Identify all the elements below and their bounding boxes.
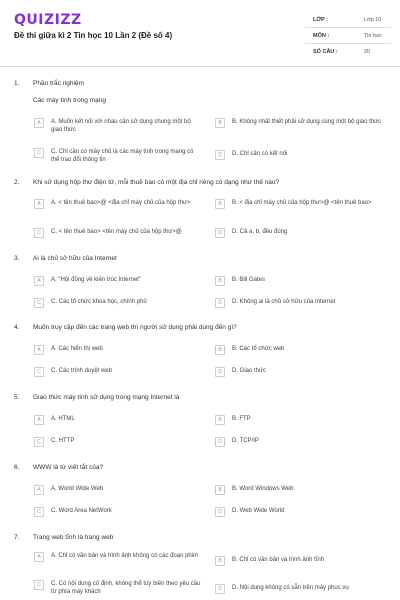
info-value: Tin học xyxy=(364,33,382,39)
option-letter-box: D xyxy=(215,367,225,377)
option-letter-box: C xyxy=(34,507,44,517)
quizizz-logo: QUIZIZZ xyxy=(14,12,82,28)
question-number: 4. xyxy=(14,324,20,331)
header-divider xyxy=(0,66,400,67)
question-text: Trang web tĩnh là trang web xyxy=(33,534,114,541)
option-letter-box: B xyxy=(215,485,225,495)
option-text: C. Các tổ chức khoa học, chính phủ xyxy=(51,299,147,305)
option-letter-box: C xyxy=(34,580,44,590)
option-text: A. "Hội đồng về kiến trúc Internet" xyxy=(51,277,141,283)
info-row-subject xyxy=(305,28,391,44)
option-text: D. TCP/IP xyxy=(232,438,259,444)
option-text: A. < tên thuê bao>@ <địa chỉ máy chủ của hộp thư> xyxy=(51,200,191,206)
option-letter-box: B xyxy=(215,415,225,425)
question-text: Phần trắc nghiệm xyxy=(33,80,84,87)
option-text: C. < tên thuê bao> <tên máy chủ của hộp thư>@ xyxy=(51,229,182,235)
option-letter-box: D xyxy=(215,507,225,517)
option-letter-box: B xyxy=(215,276,225,286)
option-letter-box: C xyxy=(34,298,44,308)
option-text: A. Muốn kết nối với nhau cần sử dụng chung một bộ giao thức xyxy=(51,119,191,134)
option-letter-box: C xyxy=(34,367,44,377)
option-text: D. Cả a, b, đều đúng xyxy=(232,229,288,235)
info-value: Lớp 10 xyxy=(364,17,382,23)
option-text: D. Chỉ cần có kết nối xyxy=(232,151,288,157)
question-text: WWW là từ viết tắt của? xyxy=(33,464,104,471)
option-letter-box: A xyxy=(34,485,44,495)
option-letter-box: C xyxy=(34,437,44,447)
question-number: 7. xyxy=(14,534,20,541)
option-letter-box: D xyxy=(215,584,225,594)
option-letter-box: B xyxy=(215,556,225,566)
option-text: A. World Wide Web xyxy=(51,486,104,492)
question-number: 3. xyxy=(14,255,20,262)
option-letter-box: D xyxy=(215,437,225,447)
option-text: B. FTP xyxy=(232,416,251,422)
option-text: C. Chỉ cần có máy chủ là các máy tính trong mạng có thể trao đổi thông tin xyxy=(51,149,194,164)
option-text: A. Chỉ có văn bản và hình ảnh không có các đoạn phim xyxy=(51,553,199,559)
option-letter-box: A xyxy=(34,199,44,209)
option-text: D. Nội dung không có sẵn trên máy phục vụ xyxy=(232,585,349,591)
info-box xyxy=(305,12,391,60)
question-text: Giao thức máy tính sử dụng trong mạng Internet là xyxy=(33,394,180,401)
question-number: 1. xyxy=(14,80,20,87)
info-label: LỚP : xyxy=(313,17,328,23)
question-number: 5. xyxy=(14,394,20,401)
option-letter-box: D xyxy=(215,150,225,160)
info-label: MÔN : xyxy=(313,33,330,39)
option-text: D. Web Wide World xyxy=(232,508,285,514)
info-row-count xyxy=(305,44,391,60)
option-text: C. Các trình duyệt web xyxy=(51,368,113,374)
option-text: B. Chỉ có văn bản và hình ảnh tĩnh xyxy=(232,557,325,563)
option-letter-box: A xyxy=(34,552,44,562)
option-text: A. HTML xyxy=(51,416,75,422)
option-text: A. Các hiển thị web xyxy=(51,346,103,352)
page-title: Đề thi giữa kì 2 Tin học 10 Lần 2 (Đề số 4) xyxy=(14,31,173,40)
option-text: B. Word Windows Web xyxy=(232,486,294,492)
option-letter-box: B xyxy=(215,118,225,128)
info-row-class xyxy=(305,12,391,28)
question-number: 6. xyxy=(14,464,20,471)
question-text: Ai là chủ sở hữu của Internet xyxy=(33,255,117,262)
option-text: C. Word Area NetWork xyxy=(51,508,112,514)
question-text: Khi sử dụng hộp thư điện tử, mỗi thuê bao có một địa chỉ riêng có dạng như thế nào? xyxy=(33,179,280,186)
option-letter-box: B xyxy=(215,345,225,355)
option-letter-box: C xyxy=(34,228,44,238)
info-label: SỐ CÂU : xyxy=(313,49,338,55)
question-text: Muốn truy cập đến các trang web thì người sử dụng phải dùng đến gì? xyxy=(33,324,237,331)
option-text: B. Bill Gates xyxy=(232,277,266,283)
option-letter-box: D xyxy=(215,228,225,238)
question-number: 2. xyxy=(14,179,20,186)
option-letter-box: A xyxy=(34,276,44,286)
option-letter-box: D xyxy=(215,298,225,308)
info-value: 20 xyxy=(364,49,371,55)
option-text: C. Có nội dung cố định, không thể tùy biến theo yêu cầu từ phía máy khách xyxy=(51,581,201,596)
option-text: B. Không nhất thiết phải sử dụng cùng một bộ giao thức xyxy=(232,119,382,125)
option-text: C. HTTP xyxy=(51,438,75,444)
option-letter-box: B xyxy=(215,199,225,209)
option-letter-box: A xyxy=(34,345,44,355)
document-header xyxy=(0,0,400,66)
option-letter-box: C xyxy=(34,148,44,158)
option-text: B. < địa chỉ máy chủ của hộp thư>@ <tên thuê bao> xyxy=(232,200,372,206)
question-subtext: Các máy tính trong mạng xyxy=(33,97,106,104)
option-text: B. Các tổ chức web xyxy=(232,346,285,352)
option-text: D. Không ai là chủ sở hữu của Internet xyxy=(232,299,336,305)
option-letter-box: A xyxy=(34,415,44,425)
option-letter-box: A xyxy=(34,118,44,128)
option-text: D. Giao thức xyxy=(232,368,267,374)
